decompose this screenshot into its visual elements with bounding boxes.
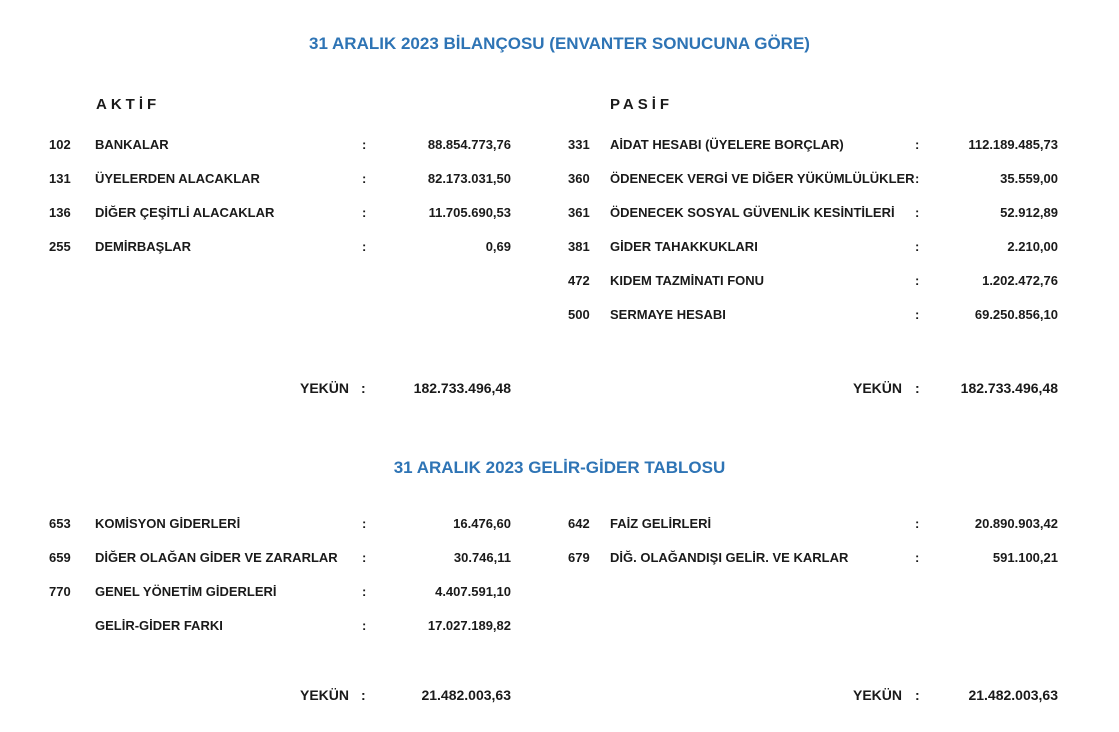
account-code: 770 bbox=[49, 584, 71, 599]
total-label: YEKÜN bbox=[853, 687, 903, 703]
account-amount: 30.746,11 bbox=[453, 550, 511, 565]
account-code: 659 bbox=[49, 550, 71, 565]
account-amount: 82.173.031,50 bbox=[427, 171, 511, 186]
account-amount: 112.189.485,73 bbox=[968, 137, 1058, 152]
separator: : bbox=[362, 516, 367, 531]
account-amount: 0,69 bbox=[485, 239, 511, 254]
revenue-row bbox=[0, 516, 1119, 534]
income-statement-title: 31 ARALIK 2023 GELİR-GİDER TABLOSU bbox=[393, 458, 726, 477]
account-name: ÖDENECEK VERGİ VE DİĞER YÜKÜMLÜLÜKLER bbox=[610, 171, 915, 186]
account-amount: 20.890.903,42 bbox=[974, 516, 1058, 531]
account-name: DEMİRBAŞLAR bbox=[95, 239, 192, 254]
account-amount: 88.854.773,76 bbox=[427, 137, 511, 152]
total-amount: 182.733.496,48 bbox=[413, 380, 511, 396]
account-code: 679 bbox=[568, 550, 590, 565]
account-name: ÜYELERDEN ALACAKLAR bbox=[95, 171, 260, 186]
separator: : bbox=[915, 205, 920, 220]
separator: : bbox=[362, 205, 367, 220]
account-name: SERMAYE HESABI bbox=[610, 307, 726, 322]
account-name: GİDER TAHAKKUKLARI bbox=[610, 239, 758, 254]
separator: : bbox=[915, 687, 920, 703]
pasif-row bbox=[0, 137, 1119, 155]
revenue-row bbox=[0, 550, 1119, 568]
separator: : bbox=[362, 171, 367, 186]
separator: : bbox=[362, 550, 367, 565]
account-code: 500 bbox=[568, 307, 590, 322]
account-name: DİĞER OLAĞAN GİDER VE ZARARLAR bbox=[95, 550, 338, 565]
pasif-row bbox=[0, 307, 1119, 325]
account-name: GENEL YÖNETİM GİDERLERİ bbox=[95, 584, 277, 599]
account-code: 331 bbox=[568, 137, 590, 152]
separator: : bbox=[362, 584, 367, 599]
separator: : bbox=[362, 239, 367, 254]
total-label: YEKÜN bbox=[300, 380, 350, 396]
account-name: KOMİSYON GİDERLERİ bbox=[95, 516, 241, 531]
revenues-total bbox=[0, 687, 1119, 705]
expense-row bbox=[0, 584, 560, 602]
separator: : bbox=[361, 687, 366, 703]
total-amount: 182.733.496,48 bbox=[960, 380, 1058, 396]
account-name: FAİZ GELİRLERİ bbox=[610, 516, 712, 531]
account-name: AİDAT HESABI (ÜYELERE BORÇLAR) bbox=[610, 137, 844, 152]
total-label: YEKÜN bbox=[300, 687, 350, 703]
account-code: 255 bbox=[49, 239, 71, 254]
pasif-row bbox=[0, 205, 1119, 223]
account-name: BANKALAR bbox=[95, 137, 169, 152]
account-code: 381 bbox=[568, 239, 590, 254]
pasif-heading: PASİF bbox=[610, 96, 674, 113]
separator: : bbox=[915, 516, 920, 531]
total-label: YEKÜN bbox=[853, 380, 903, 396]
pasif-row bbox=[0, 171, 1119, 189]
expense-row bbox=[0, 618, 560, 636]
separator: : bbox=[915, 380, 920, 396]
account-amount: 591.100,21 bbox=[992, 550, 1058, 565]
separator: : bbox=[915, 273, 920, 288]
account-name: KIDEM TAZMİNATI FONU bbox=[610, 273, 765, 288]
balance-sheet-title: 31 ARALIK 2023 BİLANÇOSU (ENVANTER SONUCUNA GÖRE) bbox=[309, 34, 810, 53]
account-code: 360 bbox=[568, 171, 590, 186]
account-name: ÖDENECEK SOSYAL GÜVENLİK KESİNTİLERİ bbox=[610, 205, 895, 220]
total-amount: 21.482.003,63 bbox=[968, 687, 1058, 703]
pasif-total bbox=[0, 380, 1119, 398]
separator: : bbox=[361, 380, 366, 396]
separator: : bbox=[915, 307, 920, 322]
total-amount: 21.482.003,63 bbox=[421, 687, 511, 703]
separator: : bbox=[915, 550, 920, 565]
account-amount: 11.705.690,53 bbox=[428, 205, 511, 220]
account-name: DİĞ. OLAĞANDIŞI GELİR. VE KARLAR bbox=[610, 550, 849, 565]
account-amount: 1.202.472,76 bbox=[982, 273, 1058, 288]
account-code: 361 bbox=[568, 205, 590, 220]
account-code: 131 bbox=[49, 171, 71, 186]
account-amount: 16.476,60 bbox=[453, 516, 511, 531]
account-amount: 52.912,89 bbox=[1000, 205, 1058, 220]
account-amount: 69.250.856,10 bbox=[974, 307, 1058, 322]
account-code: 102 bbox=[49, 137, 71, 152]
separator: : bbox=[915, 239, 920, 254]
account-amount: 4.407.591,10 bbox=[435, 584, 511, 599]
separator: : bbox=[915, 171, 920, 186]
account-name: DİĞER ÇEŞİTLİ ALACAKLAR bbox=[95, 205, 275, 220]
account-amount: 17.027.189,82 bbox=[427, 618, 511, 633]
separator: : bbox=[915, 137, 920, 152]
account-code: 653 bbox=[49, 516, 71, 531]
aktif-heading: AKTİF bbox=[96, 96, 161, 113]
pasif-row bbox=[0, 239, 1119, 257]
account-code: 642 bbox=[568, 516, 590, 531]
account-code: 136 bbox=[49, 205, 71, 220]
account-amount: 2.210,00 bbox=[1007, 239, 1058, 254]
account-code: 472 bbox=[568, 273, 590, 288]
account-name: GELİR-GİDER FARKI bbox=[95, 618, 223, 633]
account-amount: 35.559,00 bbox=[1000, 171, 1058, 186]
separator: : bbox=[362, 137, 367, 152]
pasif-row bbox=[0, 273, 1119, 291]
separator: : bbox=[362, 618, 367, 633]
